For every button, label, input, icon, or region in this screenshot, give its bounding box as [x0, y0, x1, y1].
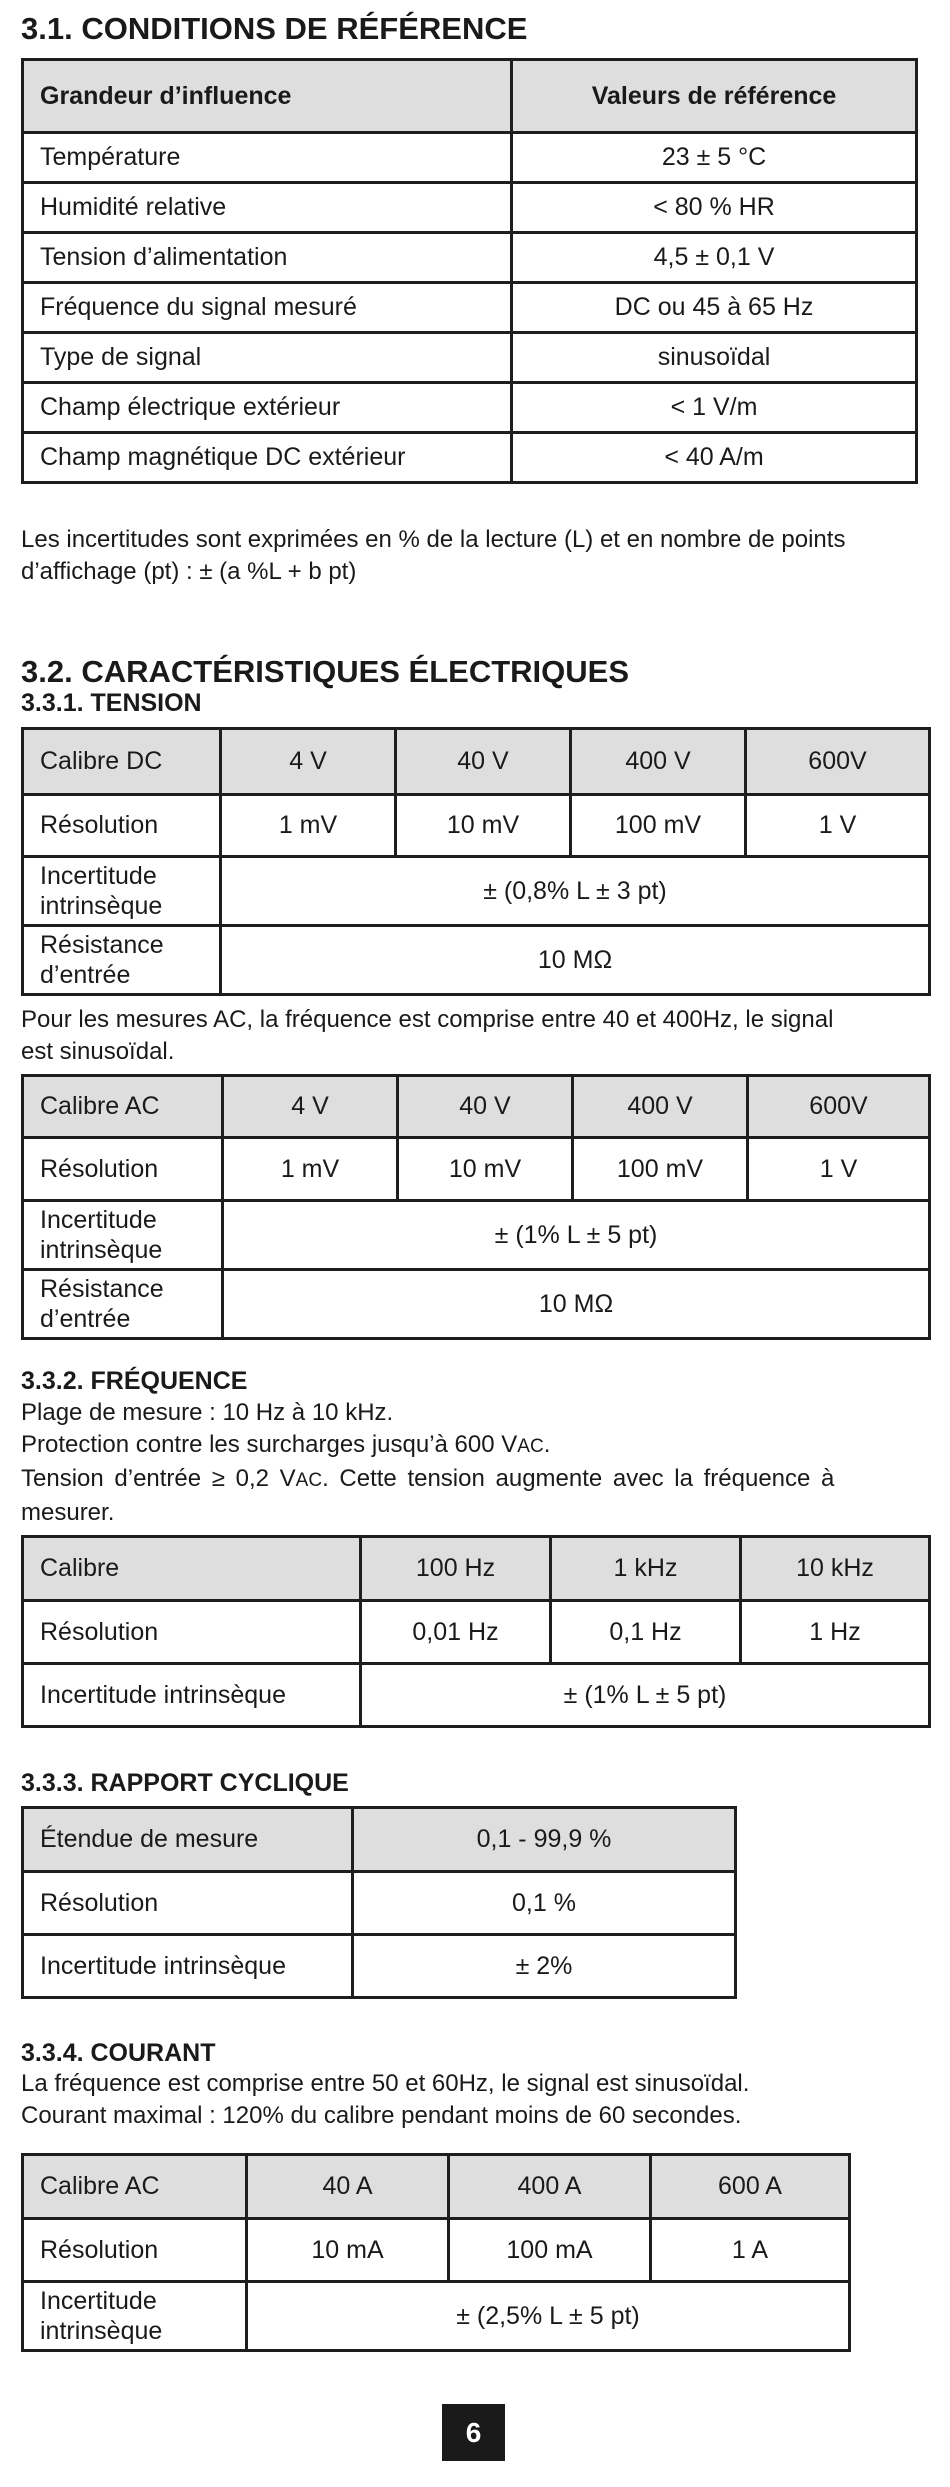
current-table [21, 2153, 851, 2352]
header-cell: Calibre AC [23, 1076, 223, 1138]
note-line: Les incertitudes sont exprimées en % de la lecture (L) et en nombre de points [21, 526, 846, 553]
note-line: Plage de mesure : 10 Hz à 10 kHz. [21, 1399, 394, 1426]
note-line: Courant maximal : 120% du calibre pendant moins de 60 secondes. [21, 2102, 742, 2129]
text-run: . [543, 1431, 551, 1458]
cell-line: d’entrée [40, 961, 131, 989]
table-cell: DC ou 45 à 65 Hz [512, 283, 917, 333]
table-cell: Tension d’alimentation [23, 233, 512, 283]
text-run: . Cette tension augmente avec la fréquence à [322, 1465, 835, 1492]
text-run: AC [295, 1470, 323, 1491]
table-cell: Fréquence du signal mesuré [23, 283, 512, 333]
note-line: d’affichage (pt) : ± (a %L + b pt) [21, 558, 357, 585]
header-cell: 4 V [223, 1076, 398, 1138]
table-cell: Humidité relative [23, 183, 512, 233]
table-cell: 10 MΩ [221, 926, 930, 995]
text-run: Protection contre les surcharges jusqu’à 600 V [21, 1431, 518, 1458]
table-row [23, 857, 930, 926]
table-cell: 1 Hz [741, 1601, 930, 1664]
table-cell: 0,1 Hz [551, 1601, 741, 1664]
header-cell: Valeurs de référence [512, 60, 917, 133]
table-cell: Température [23, 133, 512, 183]
text-run: AC [517, 1436, 544, 1457]
table-row [23, 133, 917, 183]
table-row [23, 383, 917, 433]
text-run: Tension d’entrée ≥ 0,2 V [21, 1465, 296, 1492]
table-cell: 1 V [746, 795, 930, 857]
table-row [23, 1601, 930, 1664]
table-cell [23, 1201, 223, 1270]
header-cell: 100 Hz [361, 1537, 551, 1601]
table-cell [23, 1270, 223, 1339]
header-cell: 600V [746, 729, 930, 795]
table-cell [23, 2282, 247, 2351]
table-cell: Champ magnétique DC extérieur [23, 433, 512, 483]
section-title-electrical: 3.2. CARACTÉRISTIQUES ÉLECTRIQUES [21, 654, 630, 689]
table-cell: Résolution [23, 1601, 361, 1664]
current-notes [21, 2068, 931, 2132]
table-cell: ± (2,5% L ± 5 pt) [247, 2282, 850, 2351]
table-header-row [23, 729, 930, 795]
dc-voltage-table [21, 727, 931, 996]
table-cell: 10 mV [396, 795, 571, 857]
note-line: est sinusoïdal. [21, 1038, 175, 1065]
note-line: mesurer. [21, 1499, 115, 1526]
header-cell: 10 kHz [741, 1537, 930, 1601]
header-cell: Étendue de mesure [23, 1808, 353, 1872]
table-row [23, 233, 917, 283]
table-cell: 1 V [748, 1138, 930, 1201]
table-row [23, 1664, 930, 1727]
table-cell: Type de signal [23, 333, 512, 383]
cell-line: Incertitude [40, 1206, 157, 1234]
table-row [23, 1270, 930, 1339]
cell-line: Incertitude [40, 2287, 157, 2315]
table-row [23, 1201, 930, 1270]
header-cell: 0,1 - 99,9 % [353, 1808, 736, 1872]
table-cell: 10 MΩ [223, 1270, 930, 1339]
header-cell: 400 V [571, 729, 746, 795]
table-row [23, 926, 930, 995]
table-cell: 4,5 ± 0,1 V [512, 233, 917, 283]
table-cell [23, 926, 221, 995]
header-cell: 400 A [449, 2155, 651, 2219]
note-line: La fréquence est comprise entre 50 et 60Hz, le signal est sinusoïdal. [21, 2070, 750, 2097]
header-cell: 600 A [651, 2155, 850, 2219]
subsection-title-current: 3.3.4. COURANT [21, 2039, 216, 2067]
table-cell: 0,01 Hz [361, 1601, 551, 1664]
table-row [23, 1138, 930, 1201]
header-cell: 4 V [221, 729, 396, 795]
header-cell: Calibre DC [23, 729, 221, 795]
table-header-row [23, 60, 917, 133]
table-row [23, 795, 930, 857]
section-title-reference-conditions: 3.1. CONDITIONS DE RÉFÉRENCE [21, 11, 528, 46]
table-row [23, 2219, 850, 2282]
table-row [23, 1935, 736, 1998]
cell-line: Incertitude [40, 862, 157, 890]
cell-line: intrinsèque [40, 1236, 163, 1264]
ac-voltage-table [21, 1074, 931, 1340]
table-cell: Résolution [23, 2219, 247, 2282]
table-cell: Champ électrique extérieur [23, 383, 512, 433]
header-cell: 40 A [247, 2155, 449, 2219]
table-cell: ± (0,8% L ± 3 pt) [221, 857, 930, 926]
table-cell: 23 ± 5 °C [512, 133, 917, 183]
note-line: Pour les mesures AC, la fréquence est comprise entre 40 et 400Hz, le signal [21, 1006, 834, 1033]
table-header-row [23, 1537, 930, 1601]
header-cell: 400 V [573, 1076, 748, 1138]
table-cell: 10 mA [247, 2219, 449, 2282]
table-cell [23, 857, 221, 926]
reference-conditions-table [21, 58, 918, 484]
header-cell: 40 V [396, 729, 571, 795]
duty-cycle-table [21, 1806, 737, 1999]
table-cell: 100 mA [449, 2219, 651, 2282]
table-cell: 1 mV [223, 1138, 398, 1201]
frequency-notes [21, 1397, 931, 1529]
table-row [23, 2282, 850, 2351]
header-cell: Calibre AC [23, 2155, 247, 2219]
uncertainty-note [21, 524, 931, 588]
cell-line: Résistance [40, 1275, 164, 1303]
subsection-title-voltage: 3.3.1. TENSION [21, 689, 202, 717]
cell-line: d’entrée [40, 1305, 131, 1333]
table-cell: Résolution [23, 1872, 353, 1935]
table-cell: < 80 % HR [512, 183, 917, 233]
header-cell: Grandeur d’influence [23, 60, 512, 133]
table-cell: ± 2% [353, 1935, 736, 1998]
cell-line: intrinsèque [40, 892, 163, 920]
table-cell: Résolution [23, 1138, 223, 1201]
table-cell: < 1 V/m [512, 383, 917, 433]
cell-line: Résistance [40, 931, 164, 959]
table-row [23, 283, 917, 333]
page-number: 6 [442, 2404, 505, 2461]
subsection-title-duty-cycle: 3.3.3. RAPPORT CYCLIQUE [21, 1769, 349, 1797]
table-cell: Incertitude intrinsèque [23, 1935, 353, 1998]
table-cell: 1 A [651, 2219, 850, 2282]
cell-line: intrinsèque [40, 2317, 163, 2345]
frequency-table [21, 1535, 931, 1728]
table-cell: 100 mV [573, 1138, 748, 1201]
table-row [23, 183, 917, 233]
table-cell: Résolution [23, 795, 221, 857]
header-cell: Calibre [23, 1537, 361, 1601]
subsection-title-frequency: 3.3.2. FRÉQUENCE [21, 1367, 248, 1395]
table-cell: ± (1% L ± 5 pt) [361, 1664, 930, 1727]
note-line [21, 1429, 931, 1463]
table-header-row [23, 1076, 930, 1138]
header-cell: 1 kHz [551, 1537, 741, 1601]
table-cell: 1 mV [221, 795, 396, 857]
table-cell: 0,1 % [353, 1872, 736, 1935]
table-row [23, 333, 917, 383]
ac-voltage-note [21, 1004, 931, 1068]
table-cell: 100 mV [571, 795, 746, 857]
table-cell: 10 mV [398, 1138, 573, 1201]
table-cell: Incertitude intrinsèque [23, 1664, 361, 1727]
note-line [21, 1463, 931, 1497]
table-cell: ± (1% L ± 5 pt) [223, 1201, 930, 1270]
table-header-row [23, 1808, 736, 1872]
header-cell: 40 V [398, 1076, 573, 1138]
table-header-row [23, 2155, 850, 2219]
table-row [23, 433, 917, 483]
table-row [23, 1872, 736, 1935]
header-cell: 600V [748, 1076, 930, 1138]
table-cell: sinusoïdal [512, 333, 917, 383]
table-cell: < 40 A/m [512, 433, 917, 483]
